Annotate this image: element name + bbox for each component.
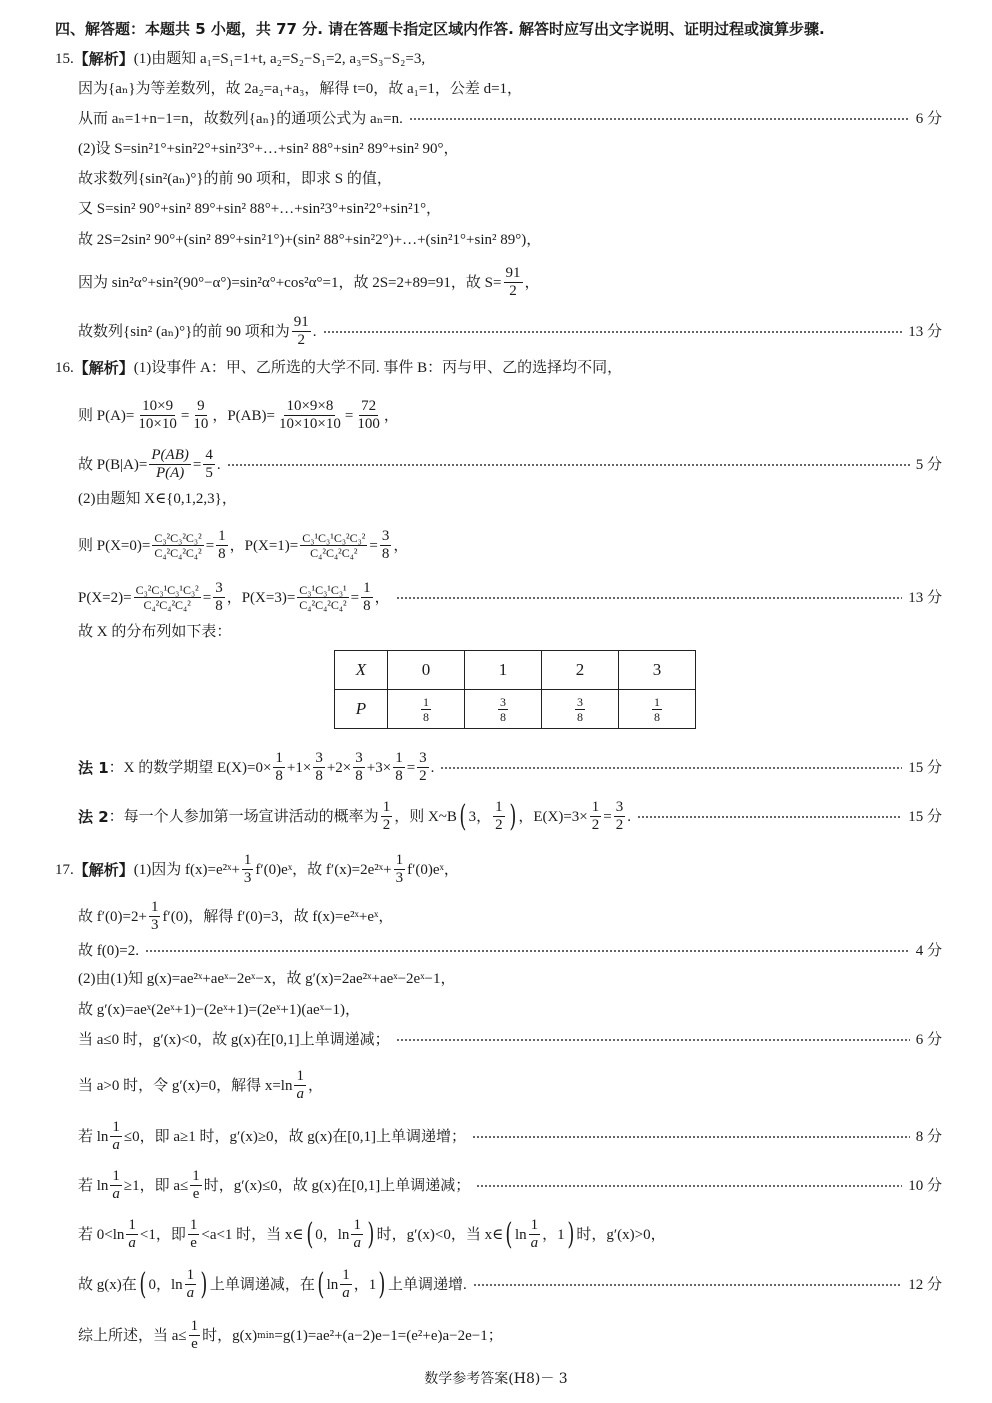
table-row-x [335,651,696,690]
fraction [294,1068,306,1103]
q17-text: ， [307,1077,323,1094]
q16-text: 故 P(B|A)= [78,456,148,473]
q16-text: +3× [366,759,392,776]
q16-line-7 [78,621,942,643]
x-value-cell: 1 [465,651,542,690]
q16-text: ， [383,407,399,424]
denominator: a [128,1235,136,1251]
score-mark: 6 分 [915,1032,942,1048]
analysis-tag: 【解析】 [73,860,134,879]
q17-text: f′(0)eˣ，故 f′(x)=2e²ˣ+ [255,861,392,878]
denominator: C₄²C₄²C₄² [299,598,347,612]
denominator: e [190,1235,197,1251]
numerator: 1 [112,1168,120,1184]
q16-method-2 [78,799,942,834]
q15-line-3 [78,108,942,130]
numerator: 3 [215,580,223,596]
score-mark: 12 分 [908,1276,942,1293]
equals-sign: = [180,407,190,424]
q16-line-1 [55,357,942,379]
leader-dots [227,464,910,466]
fraction [393,750,405,785]
score-mark: 13 分 [908,323,942,340]
q16-line-3 [78,447,942,482]
numerator: 3 [355,750,363,766]
question-number: 15. [55,51,74,67]
numerator: 1 [342,1267,350,1283]
q15-text: ， [524,274,540,291]
numerator: 1 [495,799,503,815]
q17-text: 时，g′(x)≤0，故 g(x)在[0,1]上单调递减； [203,1177,471,1194]
q16-text: ， [393,537,409,554]
equals-sign: = [369,537,378,554]
numerator: 1 [275,750,283,766]
p-value-cell [619,690,696,729]
q16-text: (1)设事件 A：甲、乙所选的大学不同. 事件 B：丙与甲、乙的选择均不同， [133,360,623,376]
fraction [297,583,348,612]
q15-text: 因为{aₙ}为等差数列，故 2a₂=a₁+a₃，解得 t=0，故 a₁=1，公差 d=1， [78,81,523,97]
numerator: 10×9 [142,398,174,414]
denominator: 8 [577,709,583,724]
q17-text: 上单调递增. [388,1276,467,1293]
numerator: 1 [150,899,159,915]
q15-line-5 [78,168,942,190]
section-header-text: 四、解答题：本题共 5 小题，共 77 分. 请在答题卡指定区域内作答. 解答时应写出文字说明、证明过程或演算步骤. [55,20,825,38]
leader-dots [473,1284,902,1286]
fraction [421,695,431,724]
q17-line-4 [78,968,942,990]
x-value-cell: 0 [388,651,465,690]
q17-line-8 [78,1119,942,1154]
q17-line-5 [78,999,942,1021]
equals-sign: = [202,589,212,606]
q17-text: ，1 [353,1276,377,1293]
q16-line-4 [78,488,942,510]
q17-text: 综上所述，当 a≤ [78,1327,187,1344]
q15-text: 从而 aₙ=1+n−1=n，故数列{aₙ}的通项公式为 aₙ=n. [78,111,403,127]
score-mark: 8 分 [915,1128,942,1145]
fraction [380,528,392,563]
denominator: a [530,1235,539,1251]
q17-text: ≥1，即 a≤ [123,1177,189,1194]
leader-dots [323,331,903,333]
score-mark: 4 分 [915,943,942,959]
q16-text: 则 P(A)= [78,407,135,424]
q15-text: 又 S=sin² 90°+sin² 89°+sin² 88°+…+sin²3°+sin²2°+sin²1°， [78,201,442,217]
q17-text: 故 f(0)=2. [78,943,139,959]
fraction [190,1168,202,1203]
denominator: 100 [357,416,380,432]
q15-line-7 [78,229,942,251]
fraction [188,1217,200,1252]
fraction [126,1217,138,1252]
q17-line-9 [78,1168,942,1203]
denominator: a [342,1285,350,1301]
denominator: 2 [297,332,306,348]
leader-dots [396,597,903,599]
q16-text: = [603,808,612,825]
numerator: C₃²C₃¹C₃¹C₃² [135,583,199,597]
distribution-table [334,650,696,729]
fraction [213,580,225,615]
fraction [498,695,508,724]
q17-line-3 [78,940,942,962]
q15-line-1 [55,48,942,70]
method-label: 法 1 [78,758,109,777]
q16-text: . [216,456,221,473]
numerator: 1 [189,1217,198,1233]
denominator: 8 [500,709,506,724]
fraction [590,799,602,834]
denominator: 8 [275,768,283,784]
numerator: P(AB) [151,447,189,463]
q16-text: ，则 X~B [394,808,457,825]
q17-text: 故 f′(0)=2+ [78,908,147,925]
numerator: 3 [419,750,427,766]
numerator: 3 [615,799,624,815]
denominator: 10×10×10 [278,416,341,432]
left-paren: ( [459,798,467,834]
q16-text: ，P(X=1)= [229,537,299,554]
fraction [340,1267,352,1302]
p-value-cell [542,690,619,729]
denominator: a [353,1235,361,1251]
q16-text: . [627,808,631,825]
q17-line-2 [78,899,942,934]
fraction [351,1217,363,1252]
numerator: 1 [395,852,404,868]
q17-line-6 [78,1029,942,1051]
numerator: 1 [382,799,391,815]
denominator: 2 [615,817,624,833]
denominator: a [296,1086,304,1102]
q17-text: ln [326,1276,339,1293]
numerator: 72 [361,398,377,414]
denominator: 10 [193,416,209,432]
denominator: 2 [495,817,503,833]
q17-text: 故 g′(x)=aeˣ(2eˣ+1)−(2eˣ+1)=(2eˣ+1)(aeˣ−1)， [78,1002,360,1018]
fraction [614,799,626,834]
equals-sign: = [350,589,360,606]
q15-text: (2)设 S=sin²1°+sin²2°+sin²3°+…+sin² 88°+sin² 89°+sin² 90°， [78,141,459,157]
q16-text: P(X=2)= [78,589,132,606]
equals-sign: = [192,456,202,473]
q16-text: +1× [286,759,312,776]
q17-text: ，1 [542,1226,565,1243]
method-label: 法 2 [78,807,109,826]
leader-dots [472,1136,910,1138]
fraction [242,852,254,887]
denominator: C₄²C₄²C₄² [143,598,191,612]
q15-text: 故数列{sin² (aₙ)°}的前 90 项和为 [78,323,290,340]
numerator: 1 [218,528,226,544]
numerator: 3 [381,528,390,544]
x-value-cell: 2 [542,651,619,690]
q17-text: 当 a>0 时，令 g′(x)=0，解得 x=ln [78,1077,293,1094]
fraction [292,314,311,349]
denominator: P(A) [155,465,185,481]
leader-dots [145,950,910,952]
fraction [110,1119,122,1154]
q15-line-9 [78,314,942,349]
fraction [191,398,210,433]
q17-text: =g(1)=ae²+(a−2)e−1=(e²+e)a−2e−1； [274,1327,503,1344]
q17-text: ln [514,1226,527,1243]
denominator: C₄²C₄²C₄² [310,546,358,560]
denominator: 2 [382,817,391,833]
equals-sign: = [344,407,354,424]
q17-text: 时，g(x) [202,1327,258,1344]
score-mark: 15 分 [908,759,942,776]
q15-text: (1)由题知 a₁=S₁=1+t, a₂=S₂−S₁=2, a₃=S₃−S₂=3, [133,51,426,67]
q17-line-11 [78,1267,942,1302]
denominator: 5 [205,465,213,481]
fraction [355,398,382,433]
denominator: 8 [218,546,226,562]
p-value-cell [465,690,542,729]
fraction [381,799,393,834]
right-paren: ) [508,798,516,834]
q17-line-10 [78,1217,942,1252]
numerator: 1 [353,1217,361,1233]
right-paren: ) [367,1216,375,1252]
denominator: 8 [654,709,660,724]
q16-text: +2× [326,759,352,776]
leader-dots [637,816,902,818]
fraction [185,1267,197,1302]
right-paren: ) [378,1266,386,1302]
table-row-p [335,690,696,729]
q15-text: . [312,323,317,340]
denominator: 8 [395,768,403,784]
q17-text: 若 0<ln [78,1226,125,1243]
q17-text: f′(0)，解得 f′(0)=3，故 f(x)=e²ˣ+eˣ， [162,908,394,925]
q16-text: ：X 的数学期望 E(X)=0× [108,759,272,776]
score-mark: 5 分 [915,456,942,473]
q15-line-4 [78,138,942,160]
x-value-cell: 3 [619,651,696,690]
fraction [529,1217,541,1252]
q17-line-12: 综上所述，当 a≤ $\frac{1}{e}$ 时，g(x) min =g(1)=ae²+(a−2)e−1=(e²+e)a−2e−1； [78,1318,503,1352]
denominator: 2 [509,283,517,299]
denominator: 2 [591,817,600,833]
row-header-x: X [335,651,388,690]
numerator: 1 [192,1168,200,1184]
numerator: 3 [315,750,323,766]
analysis-tag: 【解析】 [73,50,134,68]
numerator: 1 [654,694,660,709]
fraction [361,580,373,615]
q17-text: 若 ln [78,1177,109,1194]
score-mark: 13 分 [908,589,942,606]
denominator: 8 [363,598,371,614]
numerator: C₃¹C₃¹C₃¹ [299,583,347,597]
denominator: C₄²C₄²C₄² [154,546,202,560]
q15-line-8 [78,265,942,300]
numerator: 1 [296,1068,304,1084]
fraction [417,750,429,785]
fraction [149,899,161,934]
q16-method-1 [78,750,942,785]
numerator: 1 [530,1217,539,1233]
fraction [493,799,505,834]
question-number: 16. [55,360,74,376]
q17-text: 故 g(x)在 [78,1276,137,1293]
q16-text: . [430,759,435,776]
q16-text: ， [374,589,390,606]
q15-text: 故求数列{sin²(aₙ)°}的前 90 项和，即求 S 的值， [78,171,392,187]
denominator: a [186,1285,195,1301]
q15-text: 因为 sin²α°+sin²(90°−α°)=sin²α°+cos²α°=1，故 2S=2+89=91，故 S= [78,274,502,291]
q17-text: 上单调递减，在 [209,1276,315,1293]
numerator: 3 [577,694,583,709]
q16-text: (2)由题知 X∈{0,1,2,3}， [78,491,237,507]
denominator: 8 [215,598,223,614]
fraction [273,750,285,785]
q16-text: 则 P(X=0)= [78,537,151,554]
q16-text: 3， [468,808,492,825]
q17-text: f′(0)eˣ， [407,861,459,878]
left-paren: ( [305,1216,313,1252]
denominator: 8 [381,546,390,562]
denominator: a [112,1186,120,1202]
score-mark: 6 分 [915,111,942,127]
numerator: 1 [395,750,403,766]
section-header [55,18,942,40]
leader-dots [440,767,902,769]
score-mark: 15 分 [908,808,942,825]
fraction [152,531,203,560]
numerator: 10×9×8 [286,398,334,414]
p-value-cell [388,690,465,729]
numerator: C₃²C₃²C₃² [154,531,202,545]
fraction [110,1168,122,1203]
page-footer [0,1368,992,1388]
q17-text: 时，g′(x)<0，当 x∈ [376,1226,504,1243]
q16-text: = [406,759,416,776]
q16-text: 故 X 的分布列如下表： [78,624,232,640]
denominator: 3 [150,917,159,933]
q15-text: 故 2S=2sin² 90°+(sin² 89°+sin²1°)+(sin² 88°+sin²2°)+…+(sin²1°+sin² 89°)， [78,232,542,248]
fraction [353,750,365,785]
score-mark: 10 分 [908,1177,942,1194]
fraction [149,447,190,482]
q17-text: 当 a≤0 时，g′(x)<0，故 g(x)在[0,1]上单调递减； [78,1032,390,1048]
numerator: 1 [128,1217,136,1233]
numerator: 1 [591,799,600,815]
leader-dots [476,1185,902,1187]
denominator: 8 [355,768,363,784]
denominator: 8 [423,709,429,724]
q17-text: 0，ln [315,1226,350,1243]
q17-text: 0，ln [148,1276,183,1293]
fraction [216,528,228,563]
numerator: 1 [243,852,252,868]
numerator: 91 [293,314,309,330]
q16-text: ，P(AB)= [212,407,275,424]
fraction [136,398,178,433]
q17-text: <1，即 [139,1226,186,1243]
denominator: e [191,1336,198,1352]
analysis-tag: 【解析】 [73,359,134,377]
fraction [313,750,325,785]
question-number: 17. [55,861,74,878]
q16-text: ，E(X)=3× [518,808,588,825]
right-paren: ) [567,1216,575,1252]
q17-text: <a<1 时，当 x∈ [201,1226,304,1243]
q17-text: 时，g′(x)>0， [576,1226,666,1243]
denominator: 3 [243,870,252,886]
equals-sign: = [205,537,215,554]
numerator: 3 [500,694,506,709]
footer-text: 数学参考答案(H8)－ 3 [424,1371,568,1387]
denominator: 8 [315,768,323,784]
denominator: 3 [395,870,404,886]
numerator: 9 [197,398,205,414]
numerator: 1 [363,580,371,596]
numerator: 1 [190,1318,199,1334]
fraction [300,531,367,560]
q17-line-1 [55,852,942,887]
numerator: 4 [205,447,213,463]
denominator: a [112,1137,120,1153]
q17-text: (1)因为 f(x)=e²ˣ+ [133,861,240,878]
numerator: 91 [505,265,521,281]
numerator: 1 [112,1119,120,1135]
q16-text: ：每一个人参加第一场宣讲活动的概率为 [108,808,379,825]
denominator: 2 [419,768,427,784]
fraction [394,852,406,887]
q16-line-2 [78,398,942,433]
row-header-p: P [335,690,388,729]
q16-line-6 [78,580,942,615]
numerator: C₃¹C₃¹C₃²C₃² [302,531,366,545]
fraction [652,695,662,724]
fraction [134,583,201,612]
denominator: 10×10 [138,416,177,432]
fraction [575,695,585,724]
q17-text: 若 ln [78,1128,109,1145]
left-paren: ( [317,1266,325,1302]
fraction [504,265,523,300]
fraction [203,447,215,482]
fraction [189,1318,201,1353]
q17-text: (2)由(1)知 g(x)=ae²ˣ+aeˣ−2eˣ−x，故 g′(x)=2ae²ˣ+aeˣ−2eˣ−1， [78,971,456,987]
leader-dots [396,1039,910,1041]
leader-dots [409,118,910,120]
left-paren: ( [139,1266,147,1302]
q15-line-2 [78,78,942,100]
q15-line-6 [78,198,942,220]
fraction [277,398,343,433]
left-paren: ( [505,1216,513,1252]
q16-text: ，P(X=3)= [226,589,296,606]
numerator: 1 [423,694,429,709]
q16-line-5 [78,528,942,563]
q17-text: ≤0，即 a≥1 时，g′(x)≥0，故 g(x)在[0,1]上单调递增； [123,1128,467,1145]
q17-line-7 [78,1068,942,1103]
numerator: 1 [186,1267,195,1283]
denominator: e [192,1186,200,1202]
right-paren: ) [200,1266,208,1302]
